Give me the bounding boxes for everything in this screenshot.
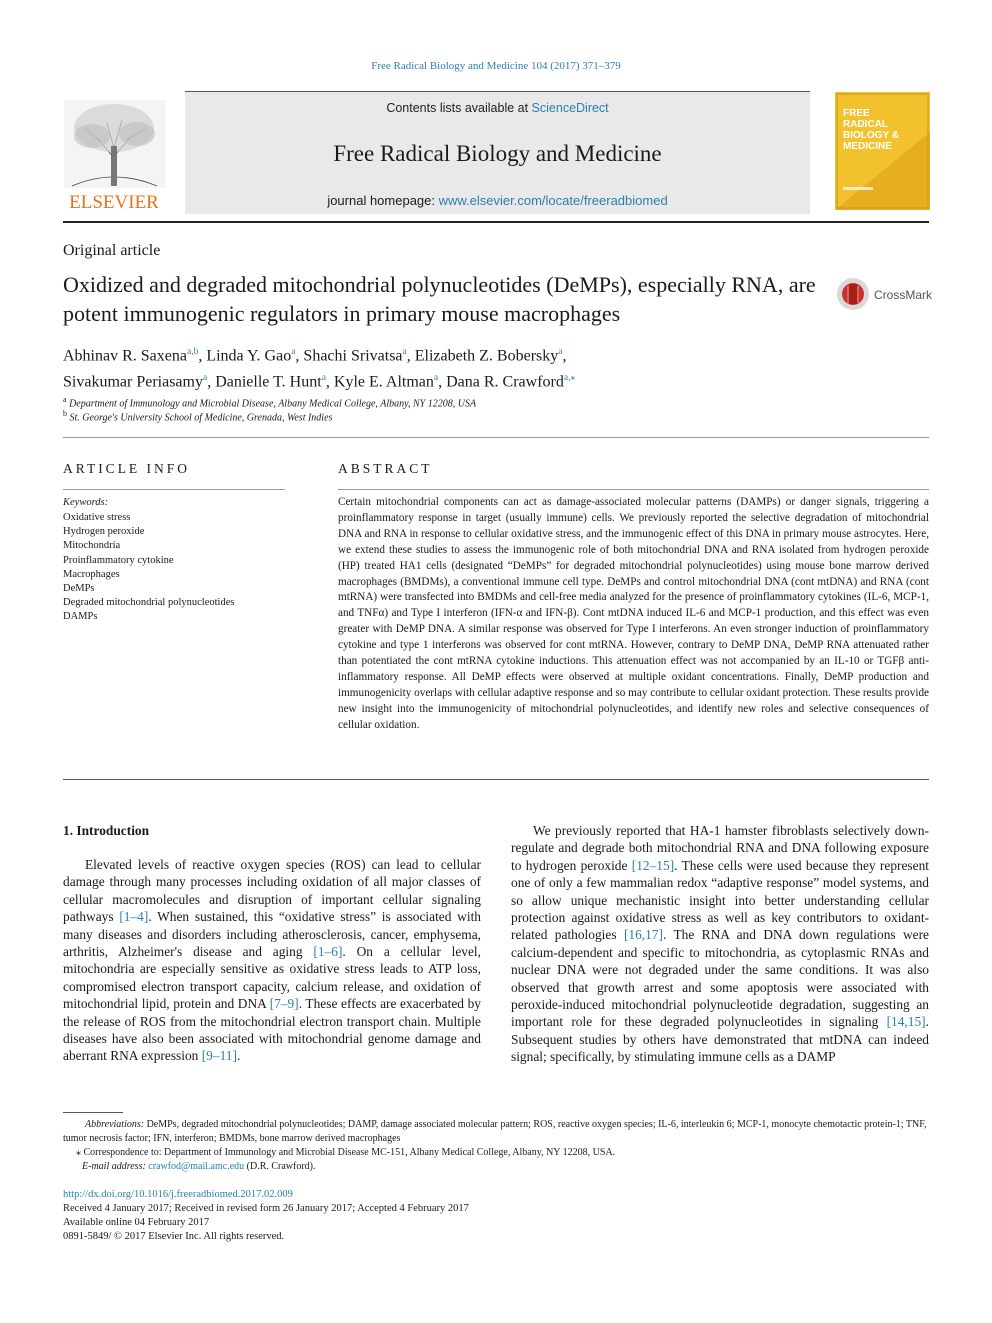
body-text: We previously reported that HA-1 hamster fibroblasts selectively down-regulate and degrade both mitochondrial RNA and DNA following exposure to hydrogen peroxide xyxy=(511,823,929,873)
online-date: Available online 04 February 2017 xyxy=(63,1217,210,1228)
keyword-item: Degraded mitochondrial polynucleotides xyxy=(63,597,235,609)
keyword-item: Proinflammatory cytokine xyxy=(63,554,174,566)
email-footnote xyxy=(63,1160,929,1174)
citation-link[interactable]: [1–6] xyxy=(313,944,343,960)
author-line-2: Sivakumar Periasamy$^a$, Danielle T. Hunt$^a$, Kyle E. Altman$^a$, Dana R. Crawford$^{a,⁎}$ xyxy=(63,373,576,391)
abstract-text: Certain mitochondrial components can act as damage-associated molecular patterns (DAMPs) or danger signals, triggering a proinflammatory response in target (usually immune) cells. We previously reported the selective degradation of mitochondrial DNA and RNA in response to cellular oxidative stress, and the immunogenic effect of this DNA in primary mouse astrocytes. Here, we extend these studies to assess the immunogenic role of both mitochondrial DNA and RNA isolated from hydrogen peroxide (HP) treated HA1 cells (designated “DeMPs” for degraded mitochondrial polynucleotides) using mouse bone marrow derived macrophages (BMDMs), a conventional immune cell type. DeMPs and control mitochondrial DNA (cont mtDNA) and RNA (cont mtRNA) were transfected into BMDMs and cell-free media analyzed for the presence of proinflammatory cytokines (IL-6, MCP-1, and TNFα) and Type I interferon (IFN-α and IFN-β). Cont mtDNA induced IL-6 and MCP-1 production, and this effect was even greater with DeMP DNA. A similar response was observed for Type I interferons. An even stronger induction of proinflammatory cytokine and type 1 interferons was observed for cont mtRNA. However, contrary to DeMP DNA, DeMP RNA attenuated rather than potentiated the cont mtRNA cytokine inductions. This attenuation effect was not accompanied by an IL-10 or TGFβ anti-inflammatory response. All DeMP effects were observed at multiple oxidant concentrations. Finally, DeMP production and immunogenicity overlaps with cellular adaptive response and so may contribute to cellular oxidant protection. These results provide new insight into the immunogenicity of mitochondrial polynucleotides, and identify new roles and selective consequences of cellular oxidation. xyxy=(338,496,930,731)
abbreviations-footnote xyxy=(63,1118,929,1146)
contents-prefix: Contents lists available at xyxy=(386,101,532,115)
received-dates: Received 4 January 2017; Received in revised form 26 January 2017; Accepted 4 February 2017 xyxy=(63,1203,469,1214)
contents-line xyxy=(185,101,810,115)
svg-text:BIOLOGY &: BIOLOGY & xyxy=(843,130,899,141)
author-line-1: Abhinav R. Saxena$^{a,b}$, Linda Y. Gao$^a$, Shachi Srivatsa$^a$, Elizabeth Z. Bobersky$^a$, xyxy=(63,347,567,365)
body-text: . These effects are exacerbated by the release of ROS from the mitochondrial electron transport chain. Multiple diseases have also been associated with mitochondrial genome damage and aberrant RNA expression xyxy=(63,996,482,1064)
abstract-rule xyxy=(338,489,929,490)
introduction-heading: 1. Introduction xyxy=(63,823,150,838)
body-text: Elevated levels of reactive oxygen species (ROS) can lead to cellular damage through many processes including oxidation of all major classes of cellular macromolecules and disruption of important cellular signaling pathways xyxy=(63,857,481,925)
citation-link[interactable]: [9–11] xyxy=(201,1048,237,1064)
abstract-heading: ABSTRACT xyxy=(338,461,433,476)
affiliation-a xyxy=(63,395,476,409)
affiliation-divider xyxy=(63,437,929,438)
author-list xyxy=(63,341,823,394)
body-text: . xyxy=(236,1048,241,1064)
elsevier-logo xyxy=(62,98,167,212)
author-name[interactable]: Sivakumar Periasamy xyxy=(63,373,203,391)
article-info-heading: ARTICLE INFO xyxy=(63,461,191,476)
intro-right-column xyxy=(511,822,929,1066)
article-title: Oxidized and degraded mitochondrial polynucleotides (DeMPs), especially RNA, are potent immunogenic regulators in primary mouse macrophages xyxy=(63,272,816,326)
affiliation-text: Department of Immunology and Microbial Disease, Albany Medical College, Albany, NY 12208, USA xyxy=(69,398,477,410)
author-name[interactable]: Kyle E. Altman xyxy=(333,373,434,391)
intro-left-column xyxy=(63,856,481,1065)
affiliation-b xyxy=(63,409,332,423)
keywords-label: Keywords: xyxy=(63,497,109,508)
author-affiliation-mark[interactable]: a xyxy=(202,373,208,384)
doi-link[interactable]: http://dx.doi.org/10.1016/j.freeradbiomed.2017.02.009 xyxy=(63,1189,293,1200)
copyright-notice: 0891-5849/ © 2017 Elsevier Inc. All rights reserved. xyxy=(63,1231,285,1242)
author-affiliation-mark[interactable]: a xyxy=(291,347,296,357)
intro-paragraph-1 xyxy=(63,856,481,1065)
crossmark-icon xyxy=(836,276,936,312)
author-name[interactable]: Linda Y. Gao xyxy=(206,347,292,365)
keyword-item: DeMPs xyxy=(63,583,95,595)
abbreviations-text: DeMPs, degraded mitochondrial polynucleotides; DAMP, damage associated molecular pattern; ROS, reactive oxygen species; IL-6, interleukin 6; MCP-1, monocyte chemotactic protein-1; TNF, tumor necrosis factor; IFN, interferon; BMDMs, bone marrow derived macrophages xyxy=(63,1119,927,1144)
body-text: . On a cellular level, mitochondria are especially sensitive as oxidative stress leads to ATP loss, compromised electron transport capacity, calcium release, and oxidation of mitochondrial lipid, protein and DNA xyxy=(63,944,481,1012)
author-affiliation-mark[interactable]: a xyxy=(558,347,563,357)
affiliation-mark: a xyxy=(63,395,67,404)
author-name[interactable]: Elizabeth Z. Bobersky xyxy=(414,347,559,365)
homepage-prefix: journal homepage: xyxy=(327,193,439,208)
svg-text:FREE: FREE xyxy=(843,108,870,119)
journal-cover-thumbnail[interactable] xyxy=(835,92,930,210)
header-divider xyxy=(63,221,929,223)
author-name[interactable]: Shachi Srivatsa xyxy=(303,347,403,365)
correspondence-footnote: ⁎ Correspondence to: Department of Immunology and Microbial Disease MC-151, Albany Medical College, Albany, NY 12208, USA. xyxy=(76,1147,616,1158)
abstract-bottom-rule xyxy=(63,779,929,780)
body-text: . These cells were used because they represent one of only a few mammalian redox “adaptive response” model systems, and so allow unique mechanistic insight into better understanding cellular protection against oxidative stress as well as key contributors to oxidant-related pathologies xyxy=(511,857,929,943)
body-text: . The RNA and DNA down regulations were calcium-dependent and specific to mitochondria, as cytoplasmic RNAs and nuclear DNA were not degraded under the same conditions. It was also observed that growth arrest and some apoptosis were associated with peroxide-induced mitochondrial polynucleotide degradation, suggesting an important role for these degraded polynucleotides in signaling xyxy=(511,927,929,1030)
keyword-item: Oxidative stress xyxy=(63,512,131,523)
journal-title: Free Radical Biology and Medicine xyxy=(333,141,662,166)
email-suffix: (D.R. Crawford). xyxy=(244,1161,316,1172)
journal-citation-link[interactable]: Free Radical Biology and Medicine 104 (2017) 371–379 xyxy=(371,60,621,72)
author-affiliation-mark[interactable]: a,⁎ xyxy=(563,373,576,384)
author-name[interactable]: Abhinav R. Saxena xyxy=(63,347,187,365)
keywords-list xyxy=(63,511,234,625)
citation-link[interactable]: [7–9] xyxy=(269,996,299,1012)
abbreviations-label: Abbreviations: xyxy=(85,1119,145,1130)
affiliation-mark: b xyxy=(63,409,67,418)
author-name[interactable]: Dana R. Crawford xyxy=(446,373,564,391)
sciencedirect-link[interactable]: ScienceDirect xyxy=(531,101,609,115)
citation-link[interactable]: [16,17] xyxy=(623,927,663,943)
crossmark-button[interactable] xyxy=(836,276,936,312)
intro-paragraph-2 xyxy=(511,822,929,1066)
author-name[interactable]: Danielle T. Hunt xyxy=(215,373,322,391)
keyword-item: Hydrogen peroxide xyxy=(63,526,145,538)
citation-link[interactable]: [1–4] xyxy=(119,909,149,925)
author-affiliation-mark[interactable]: a xyxy=(321,373,326,384)
citation-link[interactable]: [14,15] xyxy=(886,1014,926,1030)
svg-text:RADICAL: RADICAL xyxy=(843,119,888,130)
author-affiliation-mark[interactable]: a,b xyxy=(186,347,199,357)
citation-link[interactable]: [12–15] xyxy=(631,857,675,873)
crossmark-label: CrossMark xyxy=(874,288,933,302)
author-affiliation-mark[interactable]: a xyxy=(402,347,407,357)
keyword-item: DAMPs xyxy=(63,611,98,623)
email-link[interactable]: crawfod@mail.amc.edu xyxy=(148,1161,245,1172)
email-label: E-mail address: xyxy=(82,1161,146,1172)
keyword-item: Macrophages xyxy=(63,568,120,580)
body-text: . When sustained, this “oxidative stress” is associated with many diseases and disorders including atherosclerosis, cancer, emphysema, arthritis, Alzheimer's disease and aging xyxy=(63,909,481,960)
journal-homepage xyxy=(185,193,810,208)
article-type: Original article xyxy=(63,242,161,259)
svg-text:MEDICINE: MEDICINE xyxy=(843,141,892,152)
elsevier-wordmark: ELSEVIER xyxy=(69,192,159,212)
keyword-item: Mitochondria xyxy=(63,540,121,552)
author-affiliation-mark[interactable]: a xyxy=(433,373,439,384)
body-text: . Subsequent studies by others have demonstrated that mtDNA can indeed signal; specifically, by stimulating immune cells as a DAMP xyxy=(511,1014,929,1065)
journal-cover-icon xyxy=(835,92,930,210)
article-info-rule xyxy=(63,489,285,490)
footnote-rule xyxy=(63,1112,123,1113)
elsevier-tree-icon xyxy=(62,98,167,212)
affiliation-text: St. George's University School of Medicine, Grenada, West Indies xyxy=(69,412,333,424)
homepage-link[interactable]: www.elsevier.com/locate/freeradbiomed xyxy=(438,193,668,208)
